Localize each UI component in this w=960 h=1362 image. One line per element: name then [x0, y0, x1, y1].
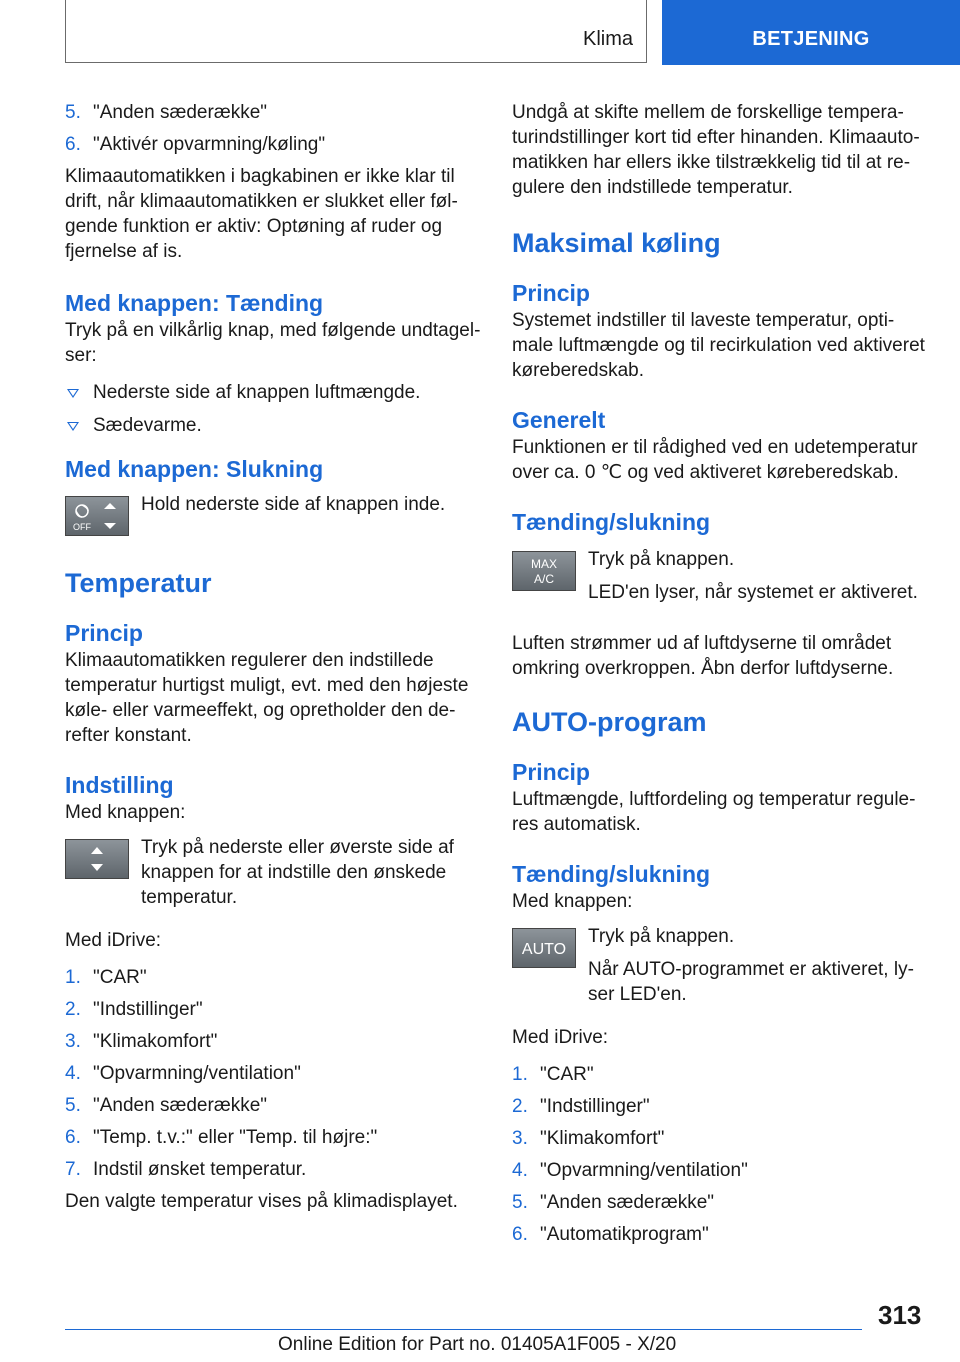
paragraph: Luften strømmer ud af luftdyserne til området omkring overkroppen. Åbn derfor luftdyserne. [512, 633, 894, 679]
list-item: 1. "CAR" [512, 1064, 594, 1085]
list-item: 5. "Anden sæderække" [512, 1192, 715, 1213]
heading-princip: Princip [512, 759, 590, 785]
paragraph: Med knappen: [65, 802, 186, 823]
list-item: 4. "Opvarmning/ventilation" [512, 1160, 748, 1181]
idrive-steps-top [65, 100, 485, 164]
list-item: 2. "Indstillinger" [512, 1096, 650, 1117]
header-frame [65, 0, 647, 63]
auto-instruction [512, 924, 932, 1007]
triangle-bullet-icon [67, 422, 79, 431]
heading-off: Med knappen: Slukning [65, 456, 324, 482]
instruction-text: Tryk på knappen. [588, 549, 735, 570]
left-column [65, 100, 485, 1214]
instruction-text: LED'en lyser, når systemet er aktiveret. [588, 582, 918, 603]
svg-text:A/C: A/C [533, 572, 555, 586]
heading-maksimal-koling: Maksimal køling [512, 228, 721, 258]
paragraph: Undgå at skifte mellem de forskellige tempera‐ turindstillinger kort tid efter hinanden. Klimaauto‐ matikken har ellers ikke tilstrækkelig tid til at re‐ gulere den indstillede temperatur. [512, 102, 920, 198]
paragraph: Klimaautomatikken i bagkabinen er ikke klar til drift, når klimaautomatikken er slukket eller føl‐ gende funktion er aktiv: Optøning af ruder og fjernelse af is. [65, 166, 458, 262]
paragraph: Systemet indstiller til laveste temperatur, opti‐ male luftmængde og til recirkulation ved aktiveret køreberedskab. [512, 310, 925, 381]
heading-indstilling: Indstilling [65, 772, 174, 798]
bullet-list [65, 380, 485, 438]
instruction-text: Hold nederste side af knappen inde. [141, 494, 446, 515]
list-item: 5. "Anden sæderække" [65, 1095, 268, 1116]
idrive-steps [512, 1062, 932, 1254]
list-item: 6. "Automatikprogram" [512, 1224, 709, 1245]
list-item: 3. "Klimakomfort" [512, 1128, 665, 1149]
heading-princip: Princip [65, 620, 143, 646]
auto-button-icon [512, 928, 576, 968]
list-item: 6. "Aktivér opvarmning/køling" [65, 134, 326, 155]
paragraph: Funktionen er til rådighed ved en udetemperatur over ca. 0 ℃ og ved aktiveret køreberedskab. [512, 437, 918, 483]
instruction-text: Tryk på knappen. [588, 926, 735, 947]
list-item: 4. "Opvarmning/ventilation" [65, 1063, 301, 1084]
fan-off-instruction [65, 492, 485, 542]
triangle-bullet-icon [67, 389, 79, 398]
edition-text: Online Edition for Part no. 01405A1F005 - X/20 [278, 1334, 677, 1355]
chapter-label: BETJENING [752, 28, 870, 50]
instruction-text: Tryk på nederste eller øverste side af knappen for at indstille den ønskede temperatur. [141, 837, 454, 908]
heading-taending-slukning: Tænding/slukning [512, 509, 711, 535]
paragraph: Luftmængde, luftfordeling og temperatur regule‐ res automatisk. [512, 789, 916, 835]
heading-taending-slukning: Tænding/slukning [512, 861, 711, 887]
heading-temperatur: Temperatur [65, 568, 212, 598]
list-item: Nederste side af knappen luftmængde. [65, 380, 485, 405]
heading-generelt: Generelt [512, 407, 606, 433]
heading-princip: Princip [512, 280, 590, 306]
footer-divider [65, 1329, 862, 1330]
paragraph: Den valgte temperatur vises på klimadisplayet. [65, 1191, 458, 1212]
paragraph: Klimaautomatikken regulerer den indstillede temperatur hurtigst muligt, evt. med den højeste køle- eller varmeeffekt, og opretholder den de‐ refter konstant. [65, 650, 469, 746]
fan-off-button-icon [65, 496, 129, 536]
max-ac-button-icon [512, 551, 576, 591]
list-item: 6. "Temp. t.v.:" eller "Temp. til højre:" [65, 1127, 378, 1148]
svg-text:MAX: MAX [530, 557, 558, 571]
list-item: 1. "CAR" [65, 967, 147, 988]
idrive-steps [65, 965, 485, 1189]
list-item: 2. "Indstillinger" [65, 999, 203, 1020]
heading-on: Med knappen: Tænding [65, 290, 324, 316]
paragraph: Med knappen: [512, 891, 633, 912]
paragraph: Tryk på en vilkårlig knap, med følgende undtagel‐ ser: [65, 320, 481, 366]
list-item: 5. "Anden sæderække" [65, 102, 268, 123]
svg-text:AUTO: AUTO [521, 941, 567, 958]
heading-auto-program: AUTO-program [512, 707, 707, 737]
list-item: 7. Indstil ønsket temperatur. [65, 1159, 307, 1180]
list-item: 3. "Klimakomfort" [65, 1031, 218, 1052]
instruction-text: Når AUTO-programmet er aktiveret, ly‐ ser LED'en. [588, 959, 914, 1005]
page-number: 313 [878, 1300, 922, 1330]
chapter-tab[interactable] [662, 0, 960, 65]
list-item: Sædevarme. [65, 413, 485, 438]
svg-text:OFF: OFF [73, 522, 91, 532]
section-title: Klima [583, 28, 634, 50]
updown-instruction [65, 835, 485, 910]
maxac-instruction [512, 547, 932, 621]
updown-button-icon [65, 839, 129, 879]
paragraph: Med iDrive: [512, 1027, 609, 1048]
right-column [512, 100, 932, 1254]
paragraph: Med iDrive: [65, 930, 162, 951]
